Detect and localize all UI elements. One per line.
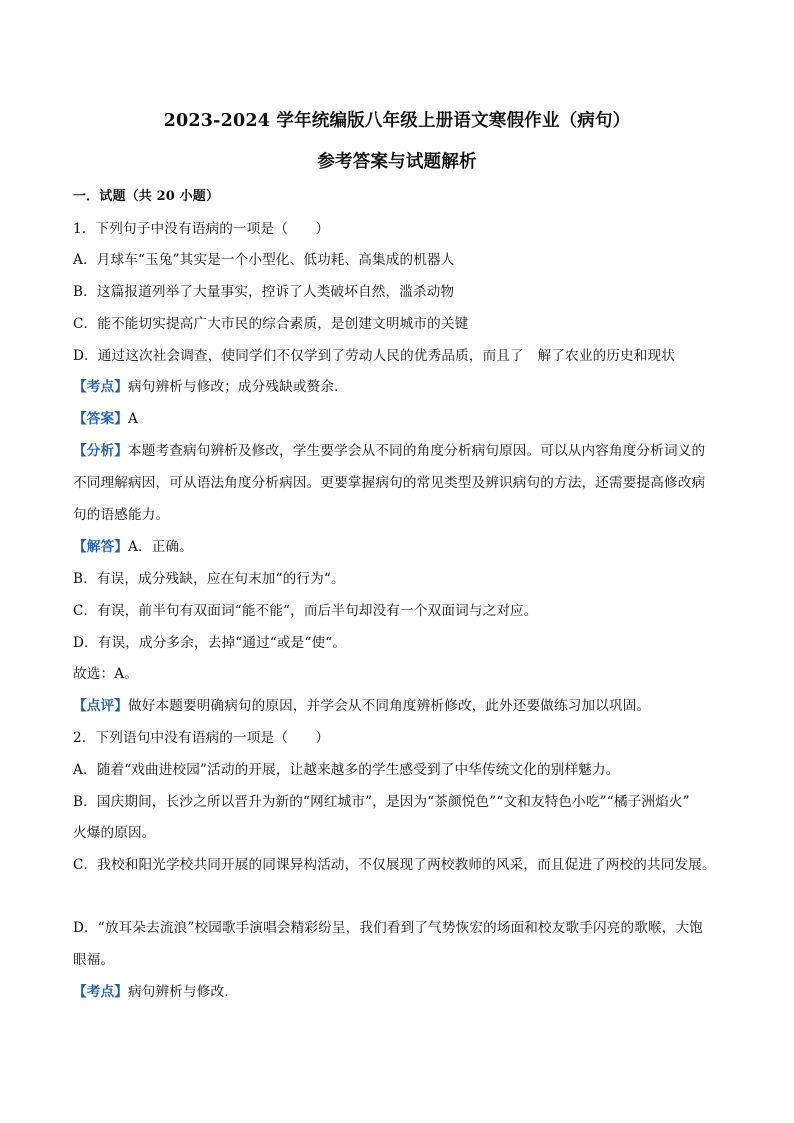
q1-stem: 1．下列句子中没有语病的一项是（ ） bbox=[73, 221, 330, 237]
q1-jieda-d: D．有误，成分多余，去掉“通过“或是“使“。 bbox=[73, 635, 347, 651]
section-heading: 一．试题（共 20 小题） bbox=[73, 189, 220, 204]
q2-kaodian-tag: 【考点】 bbox=[73, 984, 128, 1000]
kaodian-tag: 【考点】 bbox=[73, 379, 128, 395]
q2-stem: 2．下列语句中没有语病的一项是（ ） bbox=[73, 730, 330, 746]
q2-option-a: A．随着“戏曲进校园”活动的开展，让越来越多的学生感受到了中华传统文化的别样魅力。 bbox=[73, 762, 620, 778]
q1-option-d: D．通过这次社会调查，使同学们不仅学到了劳动人民的优秀品质，而且了 解了农业的历史和现状 bbox=[73, 348, 676, 364]
q1-guxuan: 故选：A。 bbox=[73, 666, 138, 682]
q1-daan bbox=[73, 410, 138, 428]
q2-option-c: C．我校和阳光学校共同开展的同课异构活动，不仅展现了两校教师的风采，而且促进了两校的共同发展。 bbox=[73, 857, 716, 873]
daan-text: A bbox=[127, 411, 138, 427]
q1-option-c: C．能不能切实提高广大市民的综合素质，是创建文明城市的关键 bbox=[73, 316, 469, 332]
q2-option-b-line-2: 火爆的原因。 bbox=[73, 825, 156, 841]
q1-option-b: B．这篇报道列举了大量事实，控诉了人类破坏自然，滥杀动物 bbox=[73, 284, 455, 300]
fenxi-line-1: 本题考查病句辨析及修改，学生要学会从不同的角度分析病句原因。可以从内容角度分析词义的 bbox=[127, 443, 706, 459]
q1-jieda-b: B．有误，成分残缺，应在句末加“的行为“。 bbox=[73, 571, 345, 587]
dianping-tag: 【点评】 bbox=[73, 698, 128, 714]
q1-kaodian bbox=[73, 378, 348, 396]
fenxi-tag: 【分析】 bbox=[73, 443, 128, 459]
q2-kaodian bbox=[73, 983, 238, 1001]
q1-jieda-c: C．有误，前半句有双面词“能不能“，而后半句却没有一个双面词与之对应。 bbox=[73, 603, 538, 619]
document-subtitle: 参考答案与试题解析 bbox=[317, 152, 477, 172]
q1-option-a: A．月球车“玉兔”其实是一个小型化、低功耗、高集成的机器人 bbox=[73, 252, 455, 268]
q2-option-b-line-1: B．国庆期间，长沙之所以晋升为新的“网红城市”，是因为“茶颜悦色”“文和友特色小吃”“橘子洲焰火” bbox=[73, 794, 690, 810]
q1-fenxi bbox=[73, 442, 705, 460]
daan-tag: 【答案】 bbox=[73, 411, 128, 427]
q1-dianping bbox=[73, 697, 650, 715]
q1-fenxi-line-2: 不同理解病因，可从语法角度分析病因。更要掌握病句的常见类型及辨识病句的方法，还需要提高修改病 bbox=[73, 475, 706, 491]
document-title: 2023-2024 学年统编版八年级上册语文寒假作业（病句） bbox=[163, 111, 631, 131]
q2-kaodian-text: 病句辨析与修改． bbox=[127, 984, 238, 1000]
jieda-tag: 【解答】 bbox=[73, 539, 128, 555]
q1-fenxi-line-3: 句的语感能力。 bbox=[73, 507, 170, 523]
dianping-text: 做好本题要明确病句的原因，并学会从不同角度辨析修改，此外还要做练习加以巩固。 bbox=[127, 698, 651, 714]
kaodian-text: 病句辨析与修改；成分残缺或赘余． bbox=[127, 379, 348, 395]
q1-jieda bbox=[73, 538, 193, 556]
q2-option-d-line-1: D．“放耳朵去流浪”校园歌手演唱会精彩纷呈，我们看到了气势恢宏的场面和校友歌手闪亮的歌喉，大饱 bbox=[73, 920, 703, 936]
q2-option-d-line-2: 眼福。 bbox=[73, 952, 115, 968]
jieda-text: A．正确。 bbox=[127, 539, 193, 555]
